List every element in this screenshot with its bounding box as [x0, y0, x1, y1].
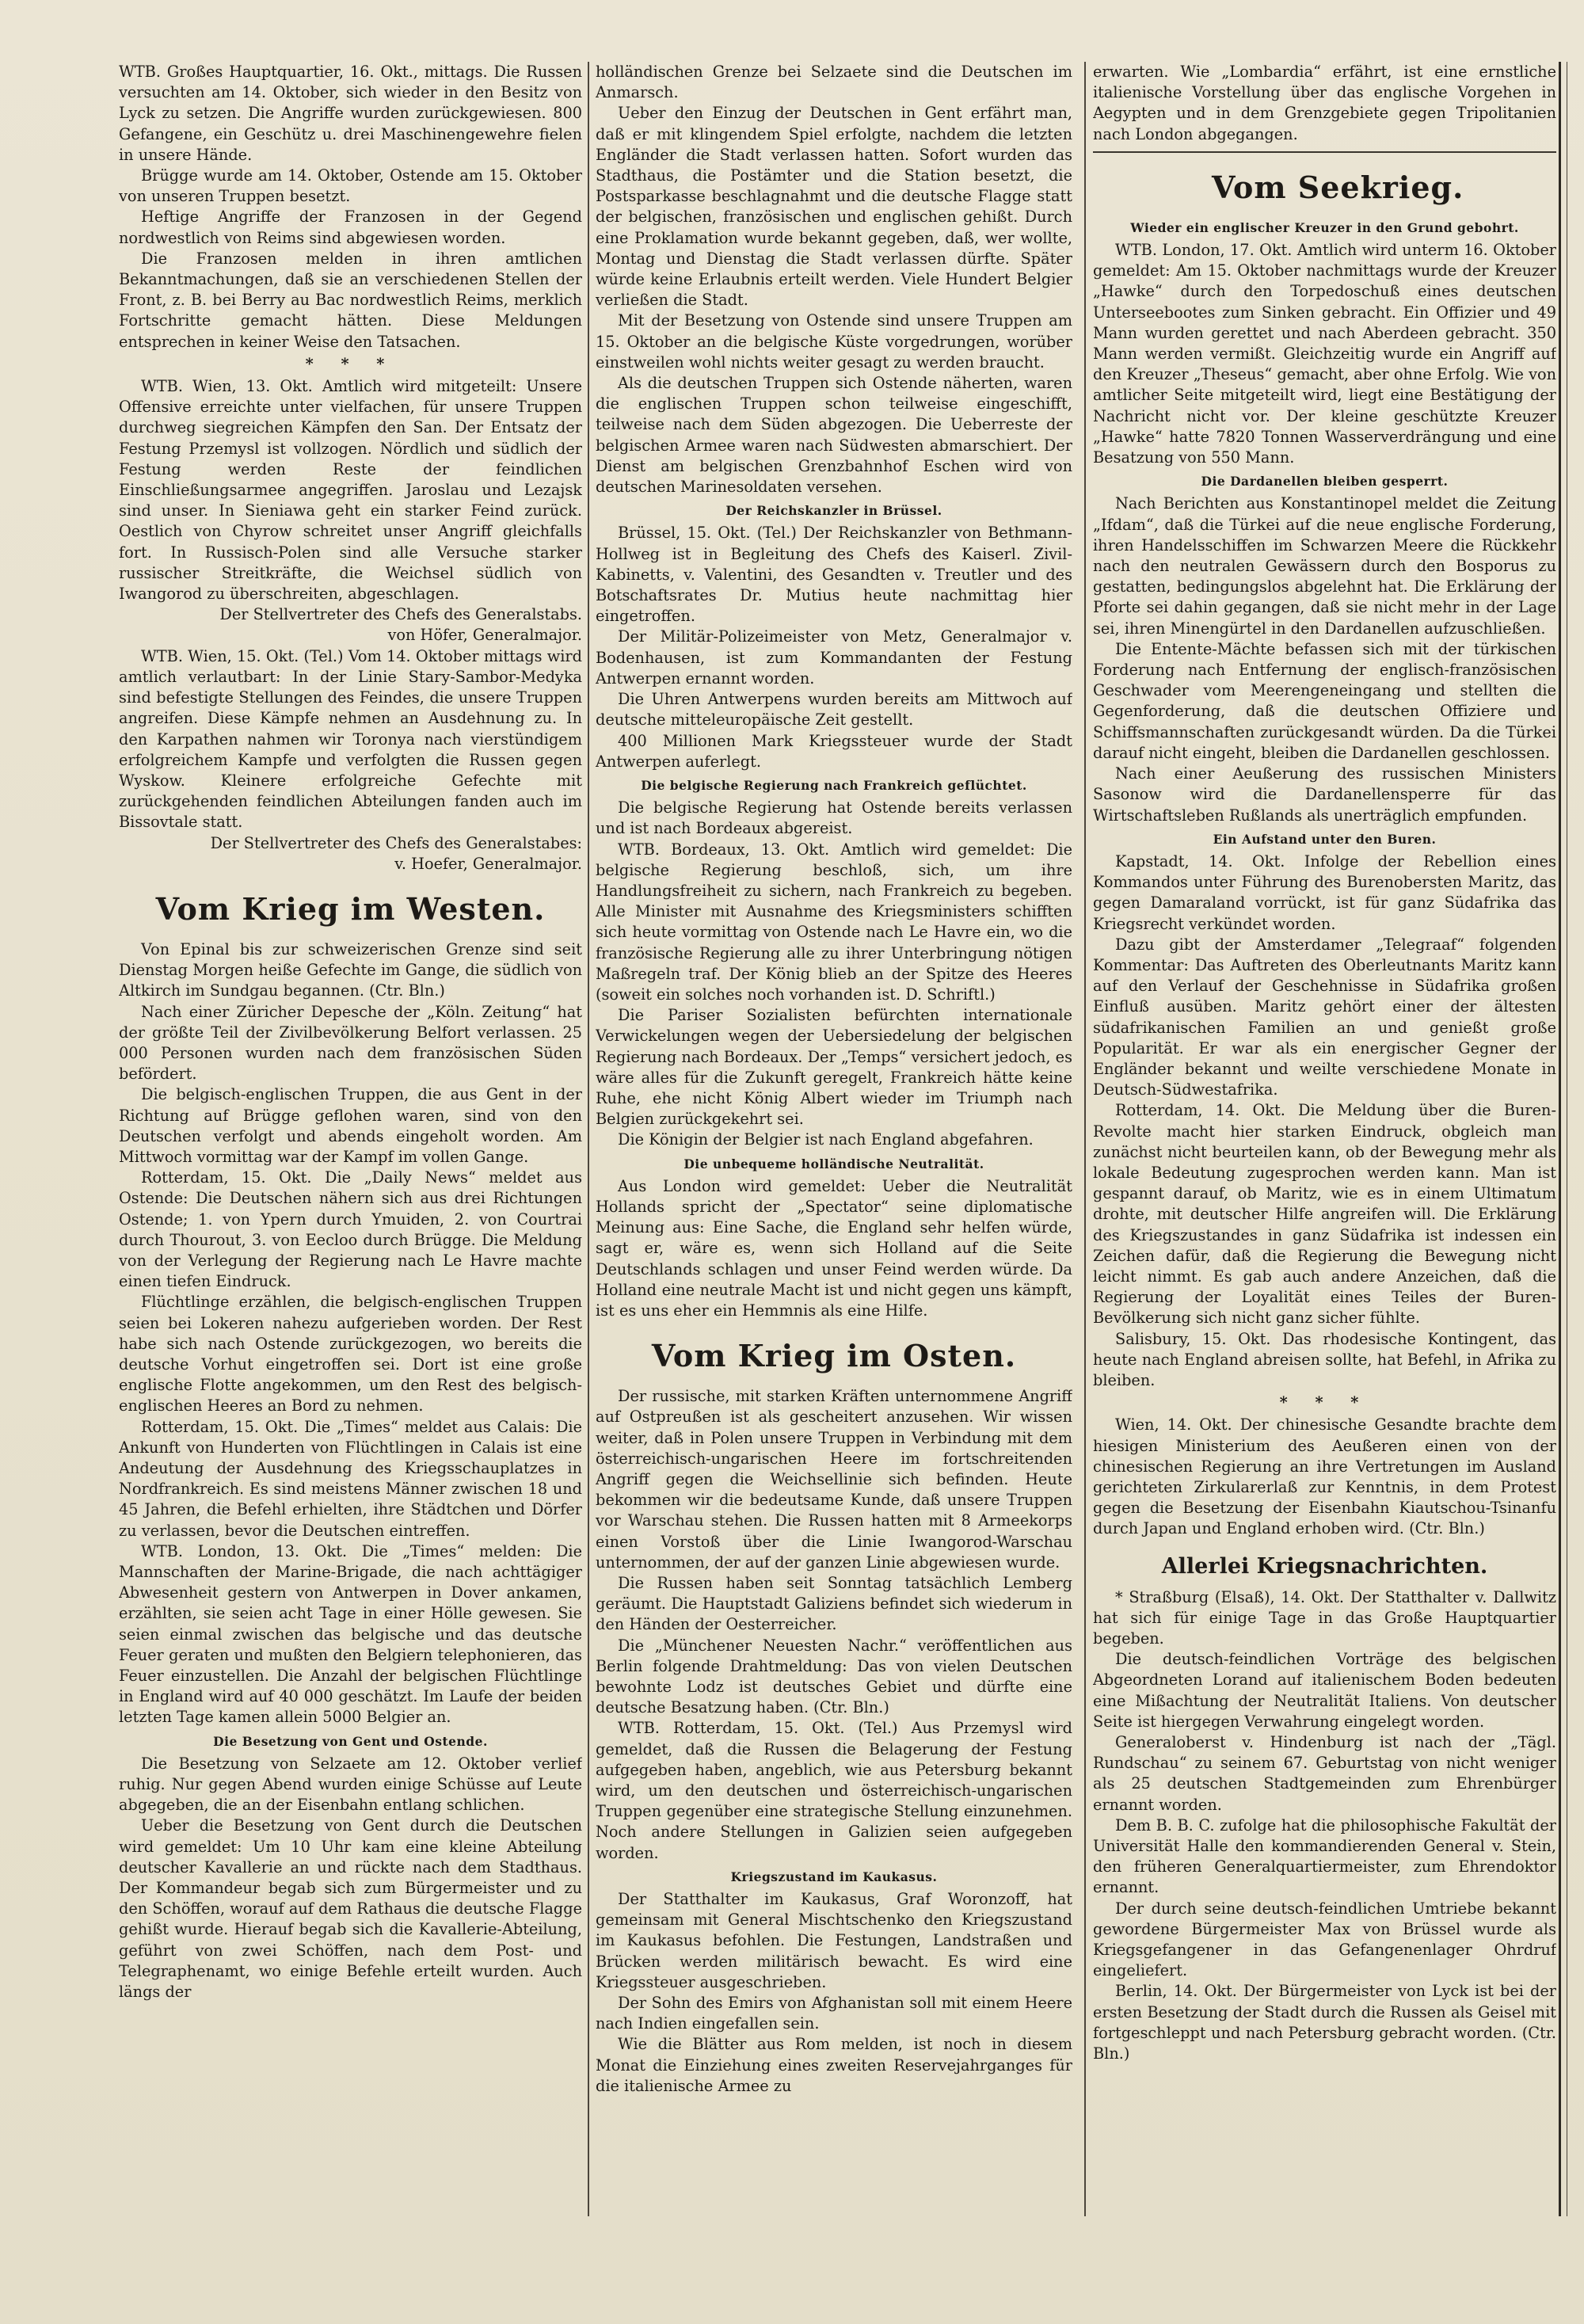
article-paragraph: Dem B. B. C. zufolge hat die philosophische Fakultät der Universität Halle den kommandierenden General v. Stein, den früheren Generalquartiermeister, zum Ehrendoktor ernannt. [1093, 1815, 1556, 1897]
article-paragraph: WTB. Rotterdam, 15. Okt. (Tel.) Aus Przemysl wird gemeldet, daß die Russen die Belagerung der Festung aufgegeben haben, angeblich, wie aus Petersburg bekannt wird, um den deutschen und österreichisch-ungarischen Truppen gegenüber eine strategische Stellung einzunehmen. Noch andere Stellungen in Galizien seien aufgegeben worden. [596, 1719, 1072, 1862]
signature-line: Der Stellvertreter des Chefs des Generalstabs. [219, 605, 582, 624]
subheading: Die belgische Regierung nach Frankreich geflüchtet. [641, 777, 1027, 793]
column-divider-2 [1084, 62, 1086, 2216]
article-paragraph: Der Sohn des Emirs von Afghanistan soll mit einem Heere nach Indien eingefallen sein. [596, 1994, 1072, 2033]
article-paragraph: WTB. London, 17. Okt. Amtlich wird unterm 16. Oktober gemeldet: Am 15. Oktober nachmittags wurde der Kreuzer „Hawke“ durch den Torpedoschuß eines deutschen Unterseebootes zum Sinken gebracht. Ein Offizier und 49 Mann wurden gerettet und nach Aberdeen gebracht. 350 Mann werden vermißt. Gleichzeitig wurde ein Angriff auf den Kreuzer „Theseus“ gemacht, aber ohne Erfolg. Wie von amtlicher Seite mitgeteilt wird, liegt eine Bestätigung der Nachricht nicht vor. Der kleine geschützte Kreuzer „Hawke“ hatte 7820 Tonnen Wasserverdrängung und eine Besatzung von 550 Mann. [1093, 241, 1556, 467]
article-paragraph: Der russische, mit starken Kräften unternommene Angriff auf Ostpreußen ist als gescheitert anzusehen. Wir wissen weiter, daß in Polen unsere Truppen in Verbindung mit dem österreichisch-ungarischen Heere im fortschreitenden Angriff gegen die Weichsellinie sich befinden. Heute bekommen wir die bedeutsame Kunde, daß unsere Truppen vor Warschau stehen. Die Russen hatten mit 8 Armeekorps einen Vorstoß über die Linie Iwangorod-Warschau unternommen, der auf der ganzen Linie abgewiesen wurde. [596, 1387, 1072, 1572]
signature-line: von Höfer, Generalmajor. [387, 626, 582, 645]
column-3 [1093, 62, 1556, 2208]
article-paragraph: Rotterdam, 15. Okt. Die „Times“ meldet aus Calais: Die Ankunft von Hunderten von Flüchtlingen in Calais ist eine Andeutung der Ausdehnung des Kriegsschauplatzes in Nordfrankreich. Es sind meistens Männer zwischen 18 und 45 Jahren, die Befehl erhielten, ihre Städtchen und Dörfer zu verlassen, bevor die Deutschen eintreffen. [119, 1417, 582, 1540]
subheading: Die Dardanellen bleiben gesperrt. [1201, 474, 1449, 490]
article-paragraph: Von Epinal bis zur schweizerischen Grenze sind seit Dienstag Morgen heiße Gefechte im Gange, die südlich von Altkirch im Sundgau begannen. (Ctr. Bln.) [119, 939, 582, 1000]
article-paragraph: Rotterdam, 15. Okt. Die „Daily News“ meldet aus Ostende: Die Deutschen nähern sich aus drei Richtungen Ostende; 1. von Ypern durch Ymuiden, 2. von Courtrai durch Thourout, 3. von Eecloo durch Brügge. Die Meldung von der Verlegung der Regierung nach Le Havre machte einen tiefen Eindruck. [119, 1168, 582, 1291]
section-heading-west: Vom Krieg im Westen. [155, 890, 546, 927]
article-paragraph: Nach Berichten aus Konstantinopel meldet die Zeitung „Ifdam“, daß die Türkei auf die neue englische Forderung, ihren Handelsschiffen im Schwarzen Meere die Rückkehr nach den neutralen Gewässern durch den Bosporus zu gestatten, bedingungslos abgelehnt hat. Die Erklärung der Pforte sei dahin gegangen, daß sie nicht mehr in der Lage sei, ihren Minengürtel in den Dardanellen aufzuschließen. [1093, 494, 1556, 638]
article-paragraph: Die Entente-Mächte befassen sich mit der türkischen Forderung nach Entfernung der englisch-französischen Geschwader vom Meerengeneingang und stellten die Gegenforderung, daß die deutschen Offiziere und Schiffsmannschaften zurückgesandt würden. Da die Türkei darauf nicht eingeht, bleiben die Dardanellen geschlossen. [1093, 639, 1556, 762]
article-paragraph: Nach einer Züricher Depesche der „Köln. Zeitung“ hat der größte Teil der Zivilbevölkerung Belfort verlassen. 25 000 Personen wurden nach dem französischen Süden befördert. [119, 1002, 582, 1084]
article-paragraph: * Straßburg (Elsaß), 14. Okt. Der Statthalter v. Dallwitz hat sich für einige Tage in das Große Hauptquartier begeben. [1093, 1587, 1556, 1648]
article-paragraph: WTB. Wien, 15. Okt. (Tel.) Vom 14. Oktober mittags wird amtlich verlautbart: In der Linie Stary-Sambor-Medyka sind befestigte Stellungen des Feindes, die unsere Truppen angreifen. Diese Kämpfe nehmen an Ausdehnung zu. In den Karpathen nahmen wir Toronya nach vierstündigem erfolgreichem Kampfe und verfolgten die Russen gegen Wyskow. Kleinere erfolgreiche Gefechte mit zurückgehenden feindlichen Abteilungen fanden auch im Bissovtale statt. [119, 646, 582, 832]
article-paragraph: Die belgische Regierung hat Ostende bereits verlassen und ist nach Bordeaux abgereist. [596, 798, 1072, 838]
article-paragraph: WTB. London, 13. Okt. Die „Times“ melden: Die Mannschaften der Marine-Brigade, die nach achttägiger Abwesenheit gestern von Antwerpen in Dover ankamen, erzählten, sie seien acht Tage in einer Hölle gewesen. Sie seien einmal zwischen das belgische und das deutsche Feuer geraten und mußten den Belgiern telephonieren, das Feuer einzustellen. Die Anzahl der belgischen Flüchtlinge in England wird auf 40 000 geschätzt. Im Laufe der beiden letzten Tage kamen allein 5000 Belgier an. [119, 1541, 582, 1727]
section-heading-sea: Vom Seekrieg. [1212, 169, 1464, 205]
article-paragraph: Die Russen haben seit Sonntag tatsächlich Lemberg geräumt. Die Hauptstadt Galiziens befindet sich wiederum in den Händen der Oesterreicher. [596, 1574, 1072, 1634]
article-paragraph: Flüchtlinge erzählen, die belgisch-englischen Truppen seien bei Lokeren nahezu aufgerieben worden. Der Rest habe sich nach Ostende zurückgezogen, wo bereits die deutsche Vorhut eingetroffen sei. Dort ist eine große englische Flotte angekommen, um den Rest des belgisch-englischen Heeres an Bord zu nehmen. [119, 1293, 582, 1415]
article-paragraph: Die Besetzung von Selzaete am 12. Oktober verlief ruhig. Nur gegen Abend wurden einige Schüsse auf Leute abgegeben, die an der Eisenbahn entlang schlichen. [119, 1754, 582, 1815]
article-paragraph: Wien, 14. Okt. Der chinesische Gesandte brachte dem hiesigen Ministerium des Aeußeren einen von der chinesischen Regierung an ihre Vertretungen im Ausland gerichteten Zirkularerlaß zur Kenntnis, in dem Protest gegen die Besetzung der Eisenbahn Kiautschou-Tsinanfu durch Japan und England erhoben wird. (Ctr. Bln.) [1093, 1415, 1556, 1538]
article-paragraph: Nach einer Aeußerung des russischen Ministers Sasonow wird die Dardanellensperre für das Wirtschaftsleben Rußlands als unerträglich empfunden. [1093, 764, 1556, 825]
subheading: Die unbequeme holländische Neutralität. [683, 1156, 984, 1172]
column-1 [119, 62, 582, 2208]
article-paragraph: Ueber den Einzug der Deutschen in Gent erfährt man, daß er mit klingendem Spiel erfolgte, nachdem die letzten Engländer die Stadt verlassen hatten. Sofort wurden das Stadthaus, die Postämter und die Station besetzt, die Postsparkasse beschlagnahmt und die deutsche Flagge statt der belgischen, französischen und englischen gehißt. Durch eine Proklamation wurde bekannt gegeben, daß, wer wollte, Montag und Dienstag die Stadt verlassen dürfte. Später würde keine Erlaubnis erteilt werden. Viele Hundert Belgier verließen die Stadt. [596, 104, 1072, 310]
article-paragraph: Dazu gibt der Amsterdamer „Telegraaf“ folgenden Kommentar: Das Auftreten des Oberleutnants Maritz kann auf den Verlauf der Geschehnisse in Südafrika großen Einfluß ausüben. Maritz gehört einer der ältesten südafrikanischen Familien an und genießt große Popularität. Er war als ein energischer Gegner der Engländer bekannt und weilte verschiedene Monate in Deutsch-Südwestafrika. [1093, 935, 1556, 1099]
article-paragraph: Die Pariser Sozialisten befürchten internationale Verwickelungen wegen der Uebersiedelung der belgischen Regierung nach Bordeaux. Der „Temps“ versichert jedoch, es wäre alles für die Zukunft geregelt, Frankreich hätte keine Ruhe, ehe nicht König Albert wieder im Triumph nach Belgien zurückgekehrt sei. [596, 1006, 1072, 1129]
section-separator-stars: * * * [1279, 1393, 1370, 1412]
subheading: Wieder ein englischer Kreuzer in den Grund gebohrt. [1130, 219, 1519, 235]
section-heading-misc: Allerlei Kriegsnachrichten. [1161, 1553, 1488, 1579]
article-paragraph: 400 Millionen Mark Kriegssteuer wurde der Stadt Antwerpen auferlegt. [596, 731, 1072, 771]
article-paragraph: Brüssel, 15. Okt. (Tel.) Der Reichskanzler von Bethmann-Hollweg ist in Begleitung des Chefs des Kaiserl. Zivil-Kabinetts, v. Valentini, des Gesandten v. Treutler und des Botschaftsrates Dr. Mutius heute nachmittag hier eingetroffen. [596, 524, 1072, 626]
article-paragraph: Generaloberst v. Hindenburg ist nach der „Tägl. Rundschau“ zu seinem 67. Geburtstag von nicht weniger als 25 deutschen Stadtgemeinden zum Ehrenbürger ernannt worden. [1093, 1733, 1556, 1814]
article-paragraph: Brügge wurde am 14. Oktober, Ostende am 15. Oktober von unseren Truppen besetzt. [119, 166, 582, 206]
article-paragraph: Als die deutschen Truppen sich Ostende näherten, waren die englischen Truppen schon teilweise eingeschifft, teilweise nach dem Süden abgezogen. Die Ueberreste der belgischen Armee waren nach Südwesten abmarschiert. Der Dienst am belgischen Grenzbahnhof Eschen wird von deutschen Marinesoldaten versehen. [596, 374, 1072, 497]
article-paragraph: Der Militär-Polizeimeister von Metz, Generalmajor v. Bodenhausen, ist zum Kommandanten der Festung Antwerpen ernannt worden. [596, 627, 1072, 688]
article-paragraph: WTB. Großes Hauptquartier, 16. Okt., mittags. Die Russen versuchten am 14. Oktober, sich wieder in den Besitz von Lyck zu setzen. Die Angriffe wurden zurückgewiesen. 800 Gefangene, ein Geschütz u. drei Maschinengewehre fielen in unsere Hände. [119, 63, 582, 164]
article-paragraph: Salisbury, 15. Okt. Das rhodesische Kontingent, das heute nach England abreisen sollte, hat Befehl, in Afrika zu bleiben. [1093, 1329, 1556, 1389]
divider-line [1093, 151, 1556, 153]
article-paragraph: Mit der Besetzung von Ostende sind unsere Truppen am 15. Oktober an die belgische Küste vorgedrungen, worüber einstweilen wohl nichts weiter gesagt zu werden braucht. [596, 311, 1072, 371]
section-heading-east: Vom Krieg im Osten. [651, 1338, 1017, 1374]
column-2 [596, 62, 1072, 2208]
subheading: Der Reichskanzler in Brüssel. [725, 503, 942, 519]
article-paragraph: Die belgisch-englischen Truppen, die aus Gent in der Richtung auf Brügge geflohen waren, sind von den Deutschen verfolgt und abends eingeholt worden. Am Mittwoch vormittag war der Kampf im vollen Gange. [119, 1085, 582, 1166]
signature-line: Der Stellvertreter des Chefs des Generalstabes: [210, 833, 582, 852]
article-paragraph: holländischen Grenze bei Selzaete sind die Deutschen im Anmarsch. [596, 63, 1072, 102]
signature-line: v. Hoefer, Generalmajor. [394, 854, 582, 873]
article-paragraph: Rotterdam, 14. Okt. Die Meldung über die Buren-Revolte macht hier starken Eindruck, obgleich man zunächst nicht beurteilen kann, ob der Bewegung mehr als lokale Bedeutung zugesprochen werden kann. Man ist gespannt darauf, ob Maritz, wie es in einem Ultimatum drohte, mit deutscher Hilfe angreifen will. Die Erklärung des Kriegszustandes in ganz Südafrika ist indessen ein Zeichen dafür, daß die Regierung die Bewegung nicht leicht nimmt. Es gab auch andere Anzeichen, daß die Regierung der Loyalität eines Teiles der Buren-Bevölkerung sich nicht ganz sicher fühlte. [1093, 1101, 1556, 1328]
subheading: Kriegszustand im Kaukasus. [730, 1869, 938, 1884]
column-divider-1 [588, 62, 589, 2216]
article-paragraph: WTB. Wien, 13. Okt. Amtlich wird mitgeteilt: Unsere Offensive erreichte unter vielfachen, für unsere Truppen durchweg siegreichen Kämpfen den San. Der Entsatz der Festung Przemysl ist vollzogen. Nördlich und südlich der Festung werden Reste der feindlichen Einschließungsarmee angegriffen. Jaroslau und Lezajsk sind unser. In Sieniawa geht ein starker Feind zurück. Oestlich von Chyrow schreitet unser Angriff gleichfalls fort. In Russisch-Polen sind alle Versuche starker russischer Streitkräfte, die Weichsel südlich von Iwangorod zu überschreiten, abgeschlagen. [119, 377, 582, 604]
article-paragraph: Die Franzosen melden in ihren amtlichen Bekanntmachungen, daß sie an verschiedenen Stellen der Front, z. B. bei Berry au Bac nordwestlich Reims, merklich Fortschritte gemacht hätten. Diese Meldungen entsprechen in keiner Weise den Tatsachen. [119, 249, 582, 351]
article-paragraph: Der Statthalter im Kaukasus, Graf Woronzoff, hat gemeinsam mit General Mischtschenko den Kriegszustand im Kaukasus befohlen. Die Festungen, Landstraßen und Brücken werden militärisch bewacht. Es wird eine Kriegssteuer ausgeschrieben. [596, 1890, 1072, 1991]
article-paragraph: Ueber die Besetzung von Gent durch die Deutschen wird gemeldet: Um 10 Uhr kam eine kleine Abteilung deutscher Kavallerie an und rückte nach dem Stadthaus. Der Kommandeur begab sich zum Bürgermeister und zu den Schöffen, worauf auf dem Rathaus die deutsche Flagge gehißt wurde. Hierauf begab sich die Kavallerie-Abteilung, geführt von zwei Schöffen, nach dem Post- und Telegraphenamt, wo einige Befehle erteilt wurden. Auch längs der [119, 1816, 582, 2002]
article-paragraph: erwarten. Wie „Lombardia“ erfährt, ist eine ernstliche italienische Vorstellung über das englische Vorgehen in Aegypten und in dem Grenzgebiete gegen Tripolitanien nach London abgegangen. [1093, 63, 1556, 143]
article-paragraph: Die deutsch-feindlichen Vorträge des belgischen Abgeordneten Lorand auf italienischem Boden bedeuten eine Mißachtung der Neutralität Italiens. Von deutscher Seite ist hiergegen Verwahrung eingelegt worden. [1093, 1650, 1556, 1731]
page-fold-border [1559, 62, 1561, 2216]
subheading: Ein Aufstand unter den Buren. [1213, 831, 1437, 847]
subheading: Die Besetzung von Gent und Ostende. [213, 1733, 488, 1749]
article-paragraph: WTB. Bordeaux, 13. Okt. Amtlich wird gemeldet: Die belgische Regierung beschloß, sich, um ihre Handlungsfreiheit zu sichern, nach Frankreich zu begeben. Alle Minister mit Ausnahme des Kriegsministers schifften sich heute vormittag von Ostende nach Le Havre ein, wo die französische Regierung alle zu ihrer Unterbringung nötigen Maßregeln traf. Der König blieb an der Spitze des Heeres (soweit ein solches noch vorhanden ist. D. Schriftl.) [596, 840, 1072, 1004]
article-paragraph: Heftige Angriffe der Franzosen in der Gegend nordwestlich von Reims sind abgewiesen worden. [119, 208, 582, 247]
article-paragraph: Berlin, 14. Okt. Der Bürgermeister von Lyck ist bei der ersten Besetzung der Stadt durch die Russen als Geisel mit fortgeschleppt und nach Petersburg gebracht worden. (Ctr. Bln.) [1093, 1982, 1556, 2063]
article-paragraph: Kapstadt, 14. Okt. Infolge der Rebellion eines Kommandos unter Führung des Burenobersten Maritz, das gegen Damaraland vorrückt, ist für ganz Südafrika das Kriegsrecht verkündet worden. [1093, 851, 1556, 933]
article-paragraph: Die Uhren Antwerpens wurden bereits am Mittwoch auf deutsche mitteleuropäische Zeit gestellt. [596, 690, 1072, 730]
article-paragraph: Die Königin der Belgier ist nach England abgefahren. [618, 1130, 1034, 1149]
article-paragraph: Die „Münchener Neuesten Nachr.“ veröffentlichen aus Berlin folgende Drahtmeldung: Das von vielen Deutschen bewohnte Lodz ist deutsches Gebiet und dürfte eine deutsche Besatzung haben. (Ctr. Bln.) [596, 1636, 1072, 1717]
article-paragraph: Aus London wird gemeldet: Ueber die Neutralität Hollands spricht der „Spectator“ seine diplomatische Meinung aus: Eine Sache, die England sehr helfen würde, sagt er, wäre es, wenn sich Holland auf die Seite Deutschlands schlagen und unser Feind werden würde. Da Holland eine neutrale Macht ist und nicht gegen uns kämpft, ist es uns eher ein Hemmnis als eine Hilfe. [596, 1176, 1072, 1320]
article-paragraph: Wie die Blätter aus Rom melden, ist noch in diesem Monat die Einziehung eines zweiten Reservejahrganges für die italienische Armee zu [596, 2035, 1072, 2095]
section-separator-stars: * * * [305, 354, 396, 373]
article-paragraph: Der durch seine deutsch-feindlichen Umtriebe bekannt gewordene Bürgermeister Max von Brüssel wurde als Kriegsgefangener in das Gefangenenlager Ohrdruf eingeliefert. [1093, 1899, 1556, 1980]
